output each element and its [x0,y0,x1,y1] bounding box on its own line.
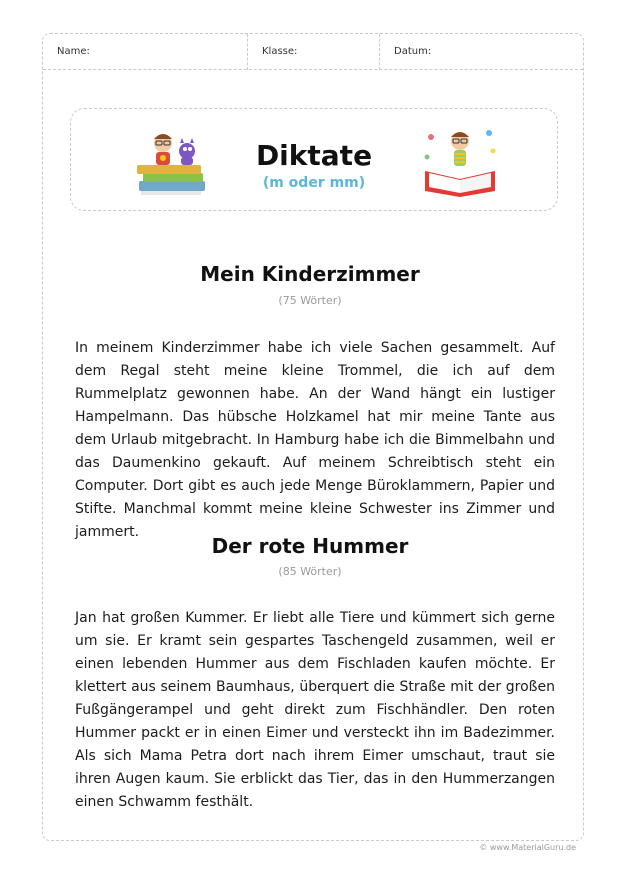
header-row [43,34,583,70]
dictation-text-kinderzimmer: In meinem Kinderzimmer habe ich viele Sachen gesammelt. Auf dem Regal steht meine kleine Trommel, die ich auf dem Rummelplatz gewonnen habe. An der Wand hängt ein lustiger Hampelmann. Das hübsche Holzkamel hat mir meine Tante aus dem Urlaub mitgebracht. In Hamburg habe ich die Bimmelbahn und das Daumenkino gekauft. Auf meinem Schreibtisch steht ein Computer. Dort gibt es auch jede Menge Büroklammern, Papier und Stifte. Manchmal kommt meine kleine Schwester ins Zimmer und jammert. [75,340,555,540]
boy-with-open-book-icon [419,121,501,201]
word-count-kinderzimmer: (75 Wörter) [278,294,342,307]
title-box [70,108,558,211]
name-field[interactable] [43,34,248,70]
copyright-footer: © www.MaterialGuru.de [479,843,576,852]
datum-label: Datum: [394,46,432,57]
dictation-text-hummer: Jan hat großen Kummer. Er liebt alle Tiere und kümmert sich gerne um sie. Er kramt sein gespartes Taschengeld zusammen, weil er einen lebenden Hummer aus dem Fischladen kaufen möchte. Er klettert aus seinem Baumhaus, überquert die Straße mit der großen Fußgängerampel und geht direkt zum Fischhändler. Den roten Hummer packt er in einen Eimer und versteckt ihn im Badezimmer. Als sich Mama Petra dort nach ihrem Eimer umschaut, traut sie ihren Augen kaum. Sie erblickt das Tier, das in den Hummerzangen einen Schwamm festhält. [75,610,555,810]
section-title-hummer: Der rote Hummer [211,534,409,558]
word-count-hummer: (85 Wörter) [278,565,342,578]
datum-field[interactable] [380,34,585,70]
name-label: Name: [57,46,90,57]
page-title: Diktate [255,139,373,172]
page-subtitle: (m oder mm) [262,175,366,191]
klasse-label: Klasse: [262,46,298,57]
klasse-field[interactable] [248,34,380,70]
section-title-kinderzimmer: Mein Kinderzimmer [200,262,420,286]
